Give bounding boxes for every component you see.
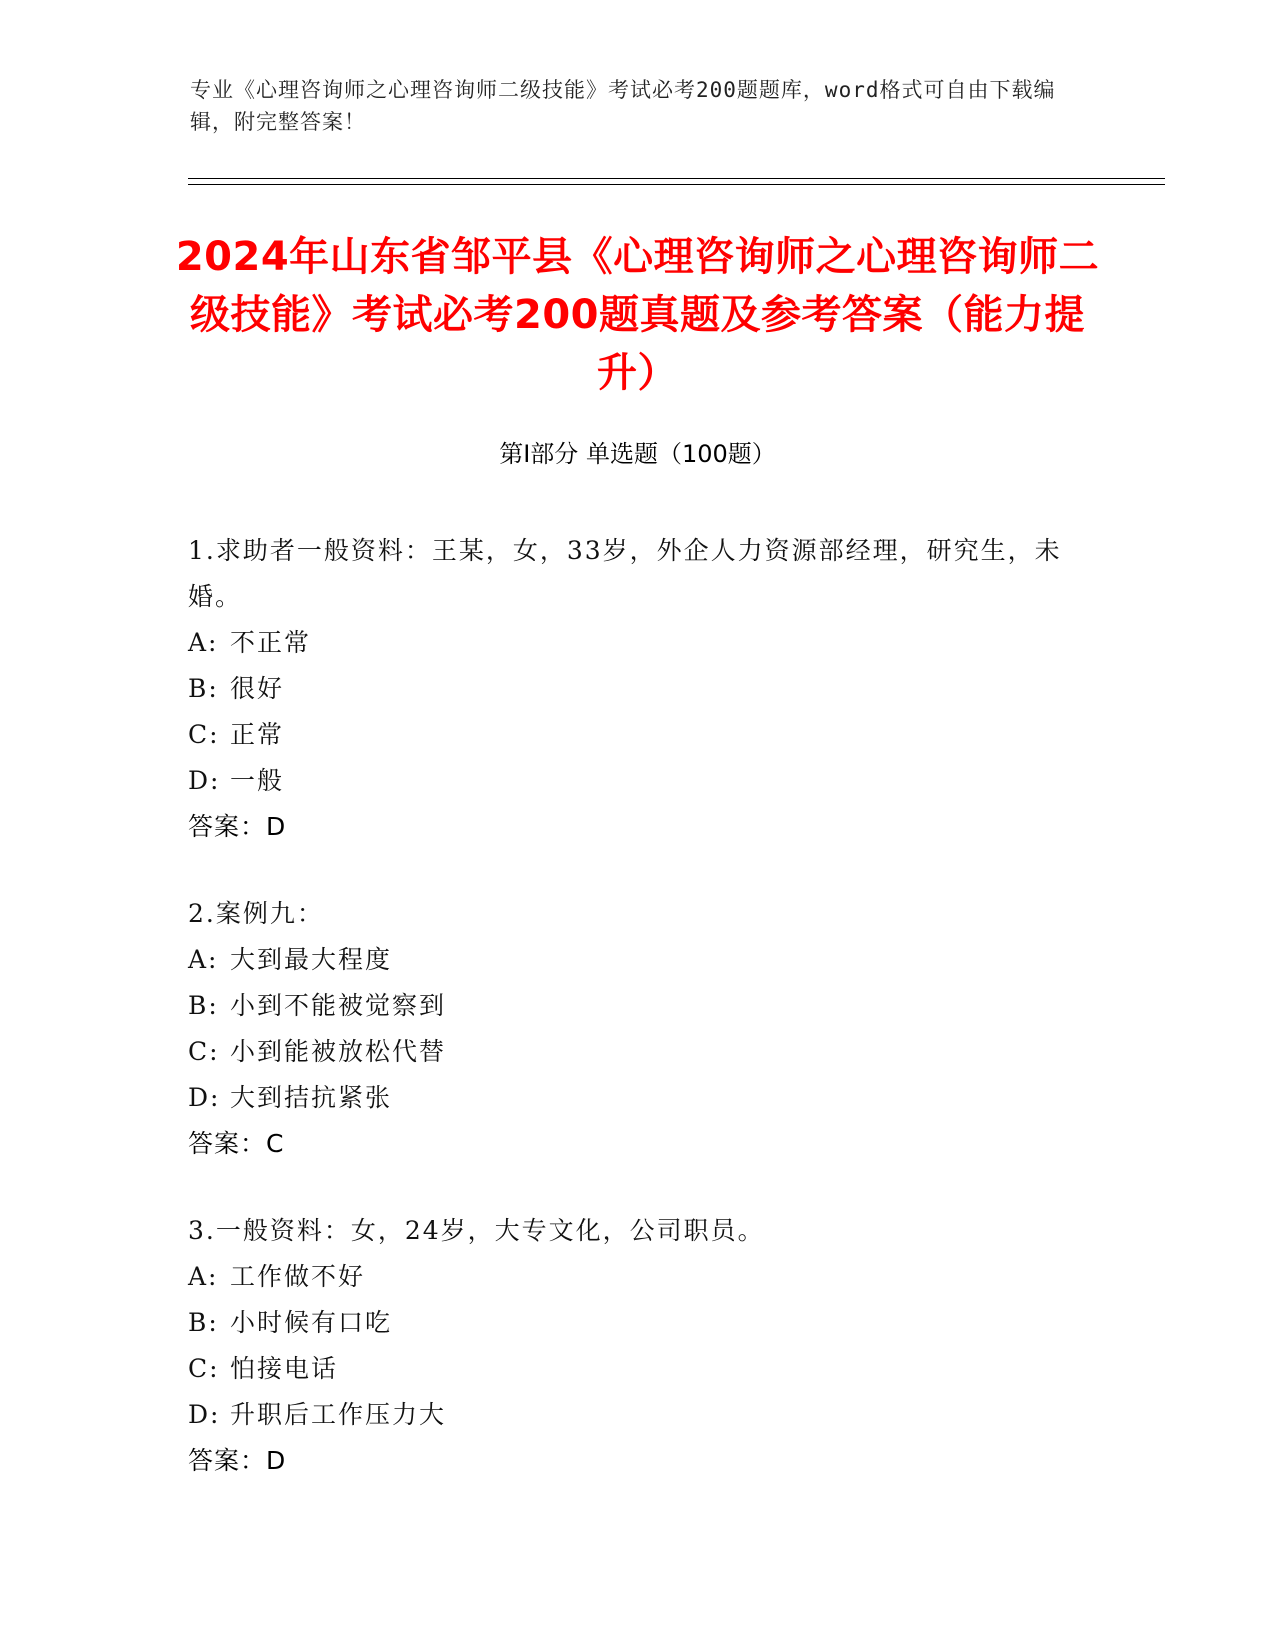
option-letter: D: bbox=[188, 1400, 221, 1429]
option-letter: C: bbox=[188, 1354, 220, 1383]
answer-line: 答案：D bbox=[188, 1446, 287, 1475]
option-text: 工作做不好 bbox=[230, 1262, 366, 1291]
option-text: 很好 bbox=[230, 674, 285, 703]
option-text: 小时候有口吃 bbox=[230, 1308, 393, 1337]
option-a bbox=[188, 1254, 1078, 1300]
question-stem: 1.求助者一般资料：王某，女，33岁，外企人力资源部经理，研究生，未婚。 bbox=[188, 536, 1062, 611]
option-c bbox=[188, 712, 1078, 758]
question-stem: 2.案例九： bbox=[188, 899, 324, 928]
option-letter: A: bbox=[188, 1262, 219, 1291]
option-b bbox=[188, 983, 1078, 1029]
option-letter: C: bbox=[188, 720, 220, 749]
option-a bbox=[188, 937, 1078, 983]
answer-line: 答案：D bbox=[188, 812, 287, 841]
option-b bbox=[188, 666, 1078, 712]
answer-line: 答案：C bbox=[188, 1129, 285, 1158]
header-divider-top bbox=[188, 178, 1165, 179]
option-letter: B: bbox=[188, 674, 219, 703]
option-d bbox=[188, 758, 1078, 804]
option-text: 大到最大程度 bbox=[230, 945, 393, 974]
question-item bbox=[188, 1208, 1078, 1484]
option-letter: A: bbox=[188, 628, 219, 657]
option-c bbox=[188, 1346, 1078, 1392]
option-b bbox=[188, 1300, 1078, 1346]
option-text: 怕接电话 bbox=[230, 1354, 339, 1383]
option-d bbox=[188, 1392, 1078, 1438]
question-item bbox=[188, 891, 1078, 1167]
question-stem: 3.一般资料：女，24岁，大专文化，公司职员。 bbox=[188, 1216, 765, 1245]
option-letter: B: bbox=[188, 991, 219, 1020]
option-a bbox=[188, 620, 1078, 666]
option-text: 正常 bbox=[230, 720, 285, 749]
option-text: 升职后工作压力大 bbox=[230, 1400, 447, 1429]
header-note: 专业《心理咨询师之心理咨询师二级技能》考试必考200题题库，word格式可自由下载编辑，附完整答案！ bbox=[190, 78, 1056, 134]
option-c bbox=[188, 1029, 1078, 1075]
option-letter: D: bbox=[188, 1083, 221, 1112]
header-divider-bottom bbox=[188, 184, 1165, 185]
option-letter: D: bbox=[188, 766, 221, 795]
option-text: 不正常 bbox=[230, 628, 312, 657]
option-d bbox=[188, 1075, 1078, 1121]
question-item bbox=[188, 528, 1078, 850]
option-text: 大到拮抗紧张 bbox=[230, 1083, 393, 1112]
option-text: 小到能被放松代替 bbox=[230, 1037, 447, 1066]
option-text: 一般 bbox=[230, 766, 285, 795]
option-letter: C: bbox=[188, 1037, 220, 1066]
option-letter: B: bbox=[188, 1308, 219, 1337]
option-text: 小到不能被觉察到 bbox=[230, 991, 447, 1020]
document-title: 2024年山东省邹平县《心理咨询师之心理咨询师二级技能》考试必考200题真题及参考答案（能力提升） bbox=[175, 234, 1100, 396]
section-title: 第Ⅰ部分 单选题（100题） bbox=[499, 440, 776, 468]
question-list bbox=[188, 528, 1078, 1525]
option-letter: A: bbox=[188, 945, 219, 974]
